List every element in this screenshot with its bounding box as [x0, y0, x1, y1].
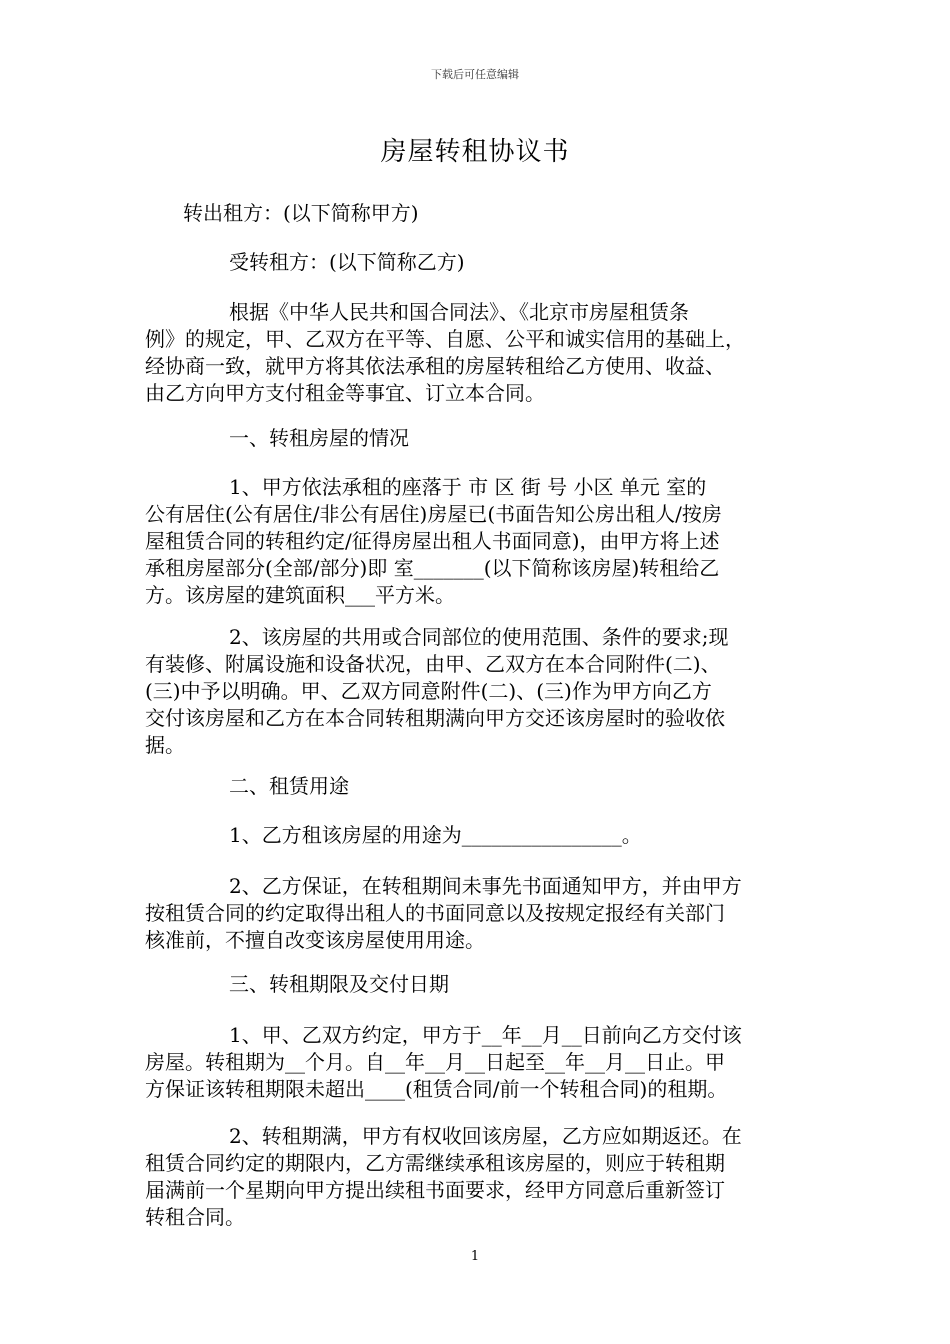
paragraph — [145, 474, 805, 609]
paragraph-line: 有装修、附属设施和设备状况，由甲、乙双方在本合同附件(二)、 — [145, 652, 721, 676]
paragraph-line: 按租赁合同的约定取得出租人的书面同意以及按规定报经有关部门 — [145, 901, 725, 925]
paragraph-line: 根据《中华人民共和国合同法》、《北京市房屋租赁条 — [229, 300, 689, 324]
paragraph-line: 核准前，不擅自改变该房屋使用用途。 — [145, 928, 485, 952]
paragraph — [145, 1022, 805, 1103]
paragraph-line: 一、转租房屋的情况 — [229, 426, 409, 450]
paragraph-line: 据。 — [145, 733, 185, 757]
paragraph-line: 二、租赁用途 — [229, 774, 349, 798]
paragraph-line: 租赁合同约定的期限内，乙方需继续承租该房屋的，则应于转租期 — [145, 1151, 725, 1175]
paragraph-line: 方。该房屋的建筑面积___平方米。 — [145, 583, 455, 607]
paragraph — [145, 1123, 805, 1231]
paragraph-line: 由乙方向甲方支付租金等事宜、订立本合同。 — [145, 381, 545, 405]
paragraph-line: 转出租方：(以下简称甲方) — [183, 201, 419, 225]
document-title: 房屋转租协议书 — [380, 137, 570, 167]
paragraph-line: 受转租方：(以下简称乙方) — [229, 250, 465, 274]
paragraph-line: 交付该房屋和乙方在本合同转租期满向甲方交还该房屋时的验收依 — [145, 706, 725, 730]
paragraph-line: 2、转租期满，甲方有权收回该房屋，乙方应如期返还。在 — [229, 1124, 742, 1148]
paragraph-line: (三)中予以明确。甲、乙双方同意附件(二)、(三)作为甲方向乙方 — [145, 679, 712, 703]
paragraph — [145, 200, 805, 227]
paragraph-line: 2、该房屋的共用或合同部位的使用范围、条件的要求;现 — [229, 625, 729, 649]
paragraph-line: 方保证该转租期限未超出____(租赁合同/前一个转租合同)的租期。 — [145, 1077, 728, 1101]
paragraph-line: 届满前一个星期向甲方提出续租书面要求，经甲方同意后重新签订 — [145, 1178, 725, 1202]
paragraph — [145, 299, 805, 407]
paragraph — [145, 249, 805, 276]
paragraph-line: 屋租赁合同的转租约定/征得房屋出租人书面同意)，由甲方将上述 — [145, 529, 720, 553]
paragraph — [145, 624, 805, 759]
paragraph — [145, 873, 805, 954]
paragraph-line: 例》的规定，甲、乙双方在平等、自愿、公平和诚实信用的基础上， — [145, 327, 745, 351]
paragraph-line: 公有居住(公有居住/非公有居住)房屋已(书面告知公房出租人/按房 — [145, 502, 722, 526]
paragraph — [145, 822, 805, 849]
paragraph — [145, 425, 805, 452]
paragraph-line: 转租合同。 — [145, 1205, 245, 1229]
paragraph-line: 三、转租期限及交付日期 — [229, 972, 449, 996]
paragraph-line: 1、甲、乙双方约定，甲方于__年__月__日前向乙方交付该 — [229, 1023, 742, 1047]
page-header: 下载后可任意编辑 — [431, 68, 519, 81]
paragraph-line: 承租房屋部分(全部/部分)即 室_______(以下简称该房屋)转租给乙 — [145, 556, 720, 580]
paragraph-line: 2、乙方保证，在转租期间未事先书面通知甲方，并由甲方 — [229, 874, 742, 898]
page-number: 1 — [470, 1249, 480, 1264]
paragraph-line: 经协商一致，就甲方将其依法承租的房屋转租给乙方使用、收益、 — [145, 354, 725, 378]
paragraph — [145, 971, 805, 998]
paragraph — [145, 773, 805, 800]
paragraph-line: 房屋。转租期为__个月。自__年__月__日起至__年__月__日止。甲 — [145, 1050, 725, 1074]
paragraph-line: 1、乙方租该房屋的用途为________________。 — [229, 823, 642, 847]
paragraph-line: 1、甲方依法承租的座落于 市 区 街 号 小区 单元 室的 — [229, 475, 707, 499]
